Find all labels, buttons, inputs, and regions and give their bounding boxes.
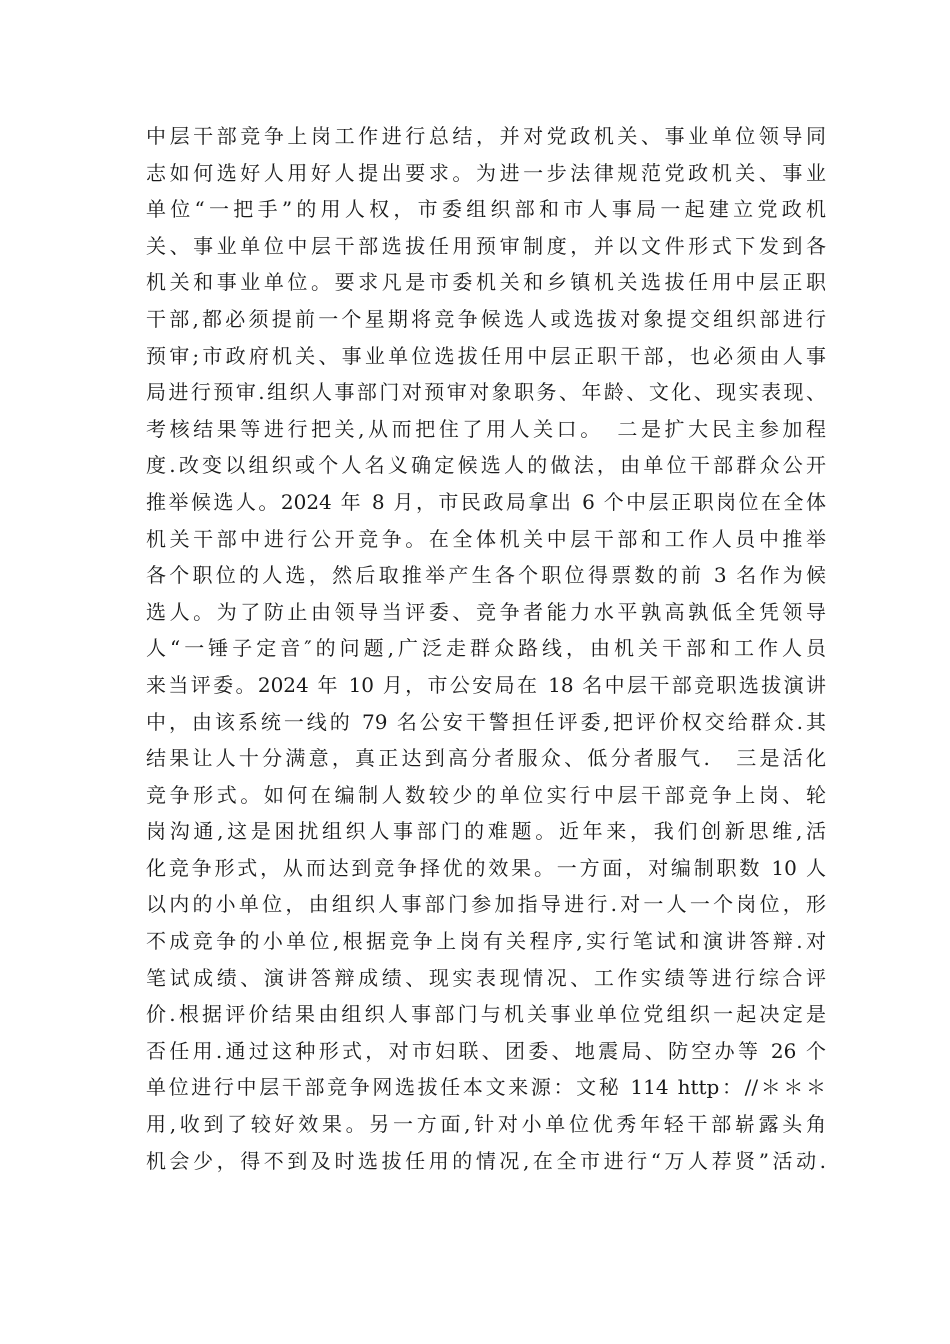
text-line-12: 机关干部中进行公开竞争。在全体机关中层干部和工作人员中推举 bbox=[146, 526, 826, 551]
text-line-4: 关、事业单位中层干部选拔任用预审制度，并以文件形式下发到各 bbox=[146, 233, 826, 258]
text-line-2: 志如何选好人用好人提出要求。为进一步法律规范党政机关、事业 bbox=[146, 160, 826, 185]
text-line-26: 否任用.通过这种形式，对市妇联、团委、地震局、防空办等 26 个 bbox=[146, 1038, 826, 1063]
text-line-10: 度.改变以组织或个人名义确定候选人的做法，由单位干部群众公开 bbox=[146, 453, 826, 478]
text-line-28: 用,收到了较好效果。另一方面,针对小单位优秀年轻干部崭露头角 bbox=[146, 1112, 826, 1137]
text-line-8: 局进行预审.组织人事部门对预审对象职务、年龄、文化、现实表现、 bbox=[146, 380, 826, 405]
text-line-19: 竞争形式。如何在编制人数较少的单位实行中层干部竞争上岗、轮 bbox=[146, 782, 826, 807]
text-line-21: 化竞争形式，从而达到竞争择优的效果。一方面，对编制职数 10 人 bbox=[146, 855, 826, 880]
text-line-14: 选人。为了防止由领导当评委、竞争者能力水平孰高孰低全凭领导 bbox=[146, 599, 826, 624]
text-line-7: 预审;市政府机关、事业单位选拔任用中层正职干部，也必须由人事 bbox=[146, 343, 826, 368]
text-line-6: 干部,都必须提前一个星期将竞争候选人或选拔对象提交组织部进行 bbox=[146, 306, 826, 331]
text-line-17: 中，由该系统一线的 79 名公安干警担任评委,把评价权交给群众.其 bbox=[146, 709, 826, 734]
text-line-5: 机关和事业单位。要求凡是市委机关和乡镇机关选拔任用中层正职 bbox=[146, 270, 826, 295]
text-line-1: 中层干部竞争上岗工作进行总结，并对党政机关、事业单位领导同 bbox=[146, 124, 826, 148]
text-line-15: 人“一锤子定音″的问题,广泛走群众路线，由机关干部和工作人员 bbox=[146, 636, 826, 661]
text-line-11: 推举候选人。2024 年 8 月，市民政局拿出 6 个中层正职岗位在全体 bbox=[146, 489, 826, 514]
text-line-3: 单位“一把手”的用人权，市委组织部和市人事局一起建立党政机 bbox=[146, 197, 826, 222]
text-line-9: 考核结果等进行把关,从而把住了用人关口。 二是扩大民主参加程 bbox=[146, 416, 826, 441]
text-line-23: 不成竞争的小单位,根据竞争上岗有关程序,实行笔试和演讲答辩.对 bbox=[146, 929, 826, 954]
text-line-25: 价.根据评价结果由组织人事部门与机关事业单位党组织一起决定是 bbox=[146, 1002, 826, 1027]
text-line-20: 岗沟通,这是困扰组织人事部门的难题。近年来，我们创新思维,活 bbox=[146, 819, 826, 844]
text-line-16: 来当评委。2024 年 10 月，市公安局在 18 名中层干部竞职选拔演讲 bbox=[146, 672, 826, 697]
text-line-24: 笔试成绩、演讲答辩成绩、现实表现情况、工作实绩等进行综合评 bbox=[146, 965, 826, 990]
text-line-27: 单位进行中层干部竞争网选拔任本文来源：文秘 114 http：//＊＊＊ bbox=[146, 1075, 826, 1100]
text-line-13: 各个职位的人选，然后取推举产生各个职位得票数的前 3 名作为候 bbox=[146, 563, 826, 588]
text-line-29: 机会少，得不到及时选拔任用的情况,在全市进行“万人荐贤”活动. bbox=[146, 1148, 826, 1173]
text-line-18: 结果让人十分满意，真正达到高分者服众、低分者服气. 三是活化 bbox=[146, 746, 826, 771]
text-line-22: 以内的小单位，由组织人事部门参加指导进行.对一人一个岗位，形 bbox=[146, 892, 826, 917]
body-text bbox=[146, 118, 826, 1179]
